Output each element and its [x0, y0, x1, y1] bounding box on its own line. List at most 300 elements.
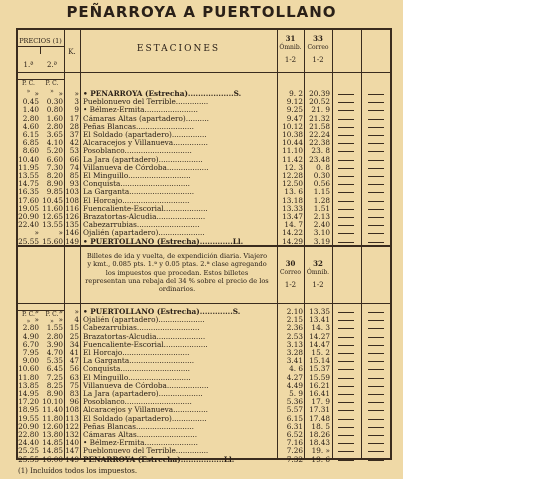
departure-time: 5. 9: [289, 389, 303, 398]
empty-column-dash: [338, 233, 354, 234]
departure-time: 15.59: [309, 372, 330, 382]
km-value: 53: [69, 146, 79, 156]
empty-column-dash: [338, 443, 354, 444]
empty-column-dash: [338, 361, 354, 362]
station-name: La Jara (apartadero)...................: [83, 155, 203, 164]
price-value: 2.80: [22, 323, 39, 333]
empty-column-dash: [338, 209, 354, 210]
price-value: 8.90: [46, 179, 63, 189]
price-value: 4.70: [46, 348, 63, 357]
departure-time: 14. 3: [311, 323, 330, 333]
train-classes: 1-2: [284, 281, 297, 289]
departure-time: 0.56: [313, 179, 330, 189]
km-value: 63: [69, 372, 79, 382]
empty-column-dash: [368, 151, 384, 152]
departure-time: 9.47: [286, 113, 303, 123]
empty-column-dash: [368, 184, 384, 185]
empty-column-dash: [338, 451, 354, 452]
empty-column-dash: [368, 460, 384, 461]
price-value: 18.95: [18, 405, 39, 415]
departure-time: 10.12: [282, 121, 303, 131]
departure-time: 14.29: [282, 236, 303, 246]
empty-column-dash: [368, 201, 384, 202]
empty-column-dash: [368, 209, 384, 210]
return-ticket-note: Billetes de ida y vuelta, de expendición diaria. Viajero y kmt., 0.085 pts. 1.ª y 0.05 ptas. 2.ª clase agregando los impuestos que procedan. Estos billetes representan una rebaja del 34 % sobre el precio de los ordinarios.: [85, 252, 269, 294]
empty-column-dash: [338, 151, 354, 152]
km-value: 4: [74, 315, 79, 325]
station-name: Alcaracejos y Villanueva...............: [83, 406, 208, 415]
price-value: 13.80: [42, 430, 63, 439]
price-value: 14.95: [18, 389, 39, 398]
dots-mark: »: [26, 318, 31, 325]
empty-column-dash: [368, 443, 384, 444]
empty-column-dash: [368, 394, 384, 395]
price-value: 0.80: [46, 105, 63, 115]
empty-column-dash: [338, 394, 354, 395]
departure-time: 5.36: [286, 397, 303, 407]
departure-time: 4.27: [286, 372, 303, 382]
departure-time: 14.27: [309, 331, 330, 341]
empty-column-dash: [368, 160, 384, 161]
price-value: 3.65: [46, 130, 63, 139]
price-value: 1.55: [46, 323, 63, 333]
empty-column-dash: [368, 361, 384, 362]
departure-time: 20.39: [309, 89, 330, 98]
price-value: 17.60: [18, 195, 39, 205]
train-classes: 1-2: [312, 56, 324, 64]
empty-column-dash: [338, 102, 354, 103]
empty-column-dash: [338, 402, 354, 403]
empty-column-dash: [368, 225, 384, 226]
departure-time: 6.31: [286, 421, 303, 431]
price-value: »: [58, 307, 63, 316]
empty-column-dash: [368, 419, 384, 420]
departure-time: 9.12: [286, 97, 303, 107]
departure-time: 10.38: [282, 130, 303, 139]
departure-time: 4. 6: [289, 364, 303, 374]
km-value: 135: [65, 220, 79, 230]
empty-column-dash: [338, 312, 354, 313]
empty-column-dash: [368, 402, 384, 403]
price-value: 14.85: [42, 446, 63, 456]
departure-time: 2.13: [313, 212, 330, 221]
departure-time: 15.14: [309, 356, 330, 366]
divider: [361, 30, 362, 458]
empty-column-dash: [368, 217, 384, 218]
empty-column-dash: [338, 119, 354, 120]
departure-time: 2.36: [286, 323, 303, 333]
empty-column-dash: [338, 176, 354, 177]
price-value: 25.25: [18, 446, 39, 456]
empty-column-dash: [368, 353, 384, 354]
price-value: 7.25: [46, 372, 63, 382]
price-value: »: [34, 315, 39, 325]
km-value: 3: [74, 97, 79, 107]
empty-column-dash: [338, 217, 354, 218]
price-value: 8.90: [46, 389, 63, 398]
km-value: »: [74, 307, 79, 316]
train-type: Ómnib.: [306, 269, 330, 276]
price-value: 5.20: [46, 146, 63, 156]
price-value: 1.40: [22, 105, 39, 115]
price-value: 20.90: [18, 421, 39, 431]
price-value: 11.95: [18, 162, 39, 172]
km-value: 149: [65, 454, 79, 464]
departure-time: 1.28: [313, 195, 330, 205]
km-value: 108: [65, 195, 79, 205]
price-value: 5.35: [46, 356, 63, 366]
price-value: 12.60: [42, 421, 63, 431]
km-value: »: [74, 89, 79, 98]
station-name: Peñas Blancas.........................: [83, 122, 194, 131]
departure-time: 14. 7: [284, 220, 303, 230]
km-value: 147: [65, 446, 79, 456]
km-value: 47: [69, 356, 79, 366]
departure-time: 9.25: [286, 105, 303, 115]
departure-time: 13. 6: [284, 187, 303, 197]
divider: [80, 30, 81, 458]
departure-time: 13.35: [309, 307, 330, 316]
km-value: 9: [74, 105, 79, 115]
departure-time: 1.15: [313, 187, 330, 197]
train-number: 32: [313, 259, 323, 268]
empty-column-dash: [368, 192, 384, 193]
price-value: 25.55: [18, 454, 39, 464]
km-value: 93: [69, 179, 79, 189]
divider: [17, 303, 391, 304]
divider: [17, 72, 391, 73]
km-value: 34: [69, 339, 79, 349]
departure-time: 13.41: [309, 315, 330, 325]
station-name: El Minguillo...........................: [83, 172, 191, 180]
price-value: 22.80: [18, 430, 39, 439]
station-name: Conquista..............................: [83, 365, 190, 374]
station-name: El Soldado (apartadero)...............: [83, 414, 207, 423]
station-name: Villanueva de Córdoba..................: [83, 163, 209, 172]
empty-column-dash: [338, 353, 354, 354]
price-value: 11.60: [42, 203, 63, 213]
price-value: 16.35: [18, 187, 39, 197]
price-value: »: [34, 89, 39, 98]
departure-time: 6.52: [286, 430, 303, 439]
price-value: »: [58, 228, 63, 238]
divider: [40, 46, 41, 54]
departure-time: 20.52: [309, 97, 330, 107]
price-value: 6.85: [22, 138, 39, 148]
station-name: Fuencaliente-Escorial...................: [83, 340, 208, 349]
km-value: 25: [69, 331, 79, 341]
km-value: 149: [65, 236, 79, 246]
departure-time: 18.43: [309, 438, 330, 448]
empty-column-dash: [368, 328, 384, 329]
station-name: • Bélmez-Ermita.......................: [83, 106, 198, 115]
km-value: 66: [69, 154, 79, 164]
price-value: 7.95: [22, 348, 39, 357]
price-value: 4.90: [22, 331, 39, 341]
second-class-header: 2.ª: [46, 61, 57, 69]
departure-time: 18.26: [309, 430, 330, 439]
divider: [17, 46, 64, 47]
departure-time: 17.31: [309, 405, 330, 415]
empty-column-dash: [368, 320, 384, 321]
station-name: Pueblonuevo del Terrible..............: [83, 98, 209, 107]
station-name: Pueblonuevo del Terrible..............: [83, 447, 209, 456]
departure-time: 0. 8: [316, 162, 330, 172]
station-name: Brazatortas-Alcudia.....................: [83, 213, 206, 221]
departure-time: 10.44: [282, 138, 303, 148]
station-name: Cabezarrubias...........................: [83, 324, 200, 333]
empty-column-dash: [338, 184, 354, 185]
price-value: 6.70: [22, 339, 39, 349]
km-value: 75: [69, 380, 79, 390]
departure-time: 21. 9: [311, 105, 330, 115]
empty-column-dash: [368, 378, 384, 379]
dots-mark: »: [50, 88, 54, 95]
km-value: 74: [69, 162, 79, 172]
station-name: • PEÑARROYA (Estrecha)..................S.: [83, 90, 242, 98]
station-name: Peñas Blancas.........................: [83, 422, 194, 431]
train-classes: 1-2: [284, 56, 297, 64]
price-value: 11.40: [42, 405, 63, 415]
departure-time: 3.19: [313, 236, 330, 246]
departure-time: 15.37: [309, 364, 330, 374]
empty-column-dash: [338, 328, 354, 329]
departure-time: 7.26: [286, 446, 303, 456]
departure-time: 14.22: [282, 228, 303, 238]
km-value: 132: [65, 430, 79, 439]
departure-time: 17.48: [309, 413, 330, 423]
empty-column-dash: [368, 127, 384, 128]
km-value: 140: [65, 438, 79, 448]
departure-time: 13.33: [282, 203, 303, 213]
station-name: El Minguillo...........................: [83, 373, 191, 382]
empty-column-dash: [338, 168, 354, 169]
km-value: 126: [65, 212, 79, 221]
pc-label: P. C.: [22, 311, 35, 318]
price-value: 7.30: [46, 162, 63, 172]
station-name: La Garganta............................: [83, 357, 195, 366]
km-value: 17: [69, 113, 79, 123]
price-value: 6.45: [46, 364, 63, 374]
departure-time: 0.30: [313, 171, 330, 180]
page-title: PEÑARROYA A PUERTOLLANO: [66, 3, 337, 21]
price-value: 2.80: [22, 113, 39, 123]
departure-time: 2.53: [286, 331, 303, 341]
empty-column-dash: [338, 225, 354, 226]
price-value: 22.40: [18, 220, 39, 230]
station-name: Ojalién (apartadero)....................: [83, 229, 205, 238]
train-classes: 1-2: [312, 281, 324, 289]
departure-time: 2.15: [286, 315, 303, 325]
empty-column-dash: [368, 451, 384, 452]
price-value: 13.55: [42, 220, 63, 230]
empty-column-dash: [368, 435, 384, 436]
departure-time: 11.10: [282, 146, 303, 156]
km-value: 37: [69, 130, 79, 139]
departure-time: 11.42: [282, 154, 303, 164]
station-name: Fuencaliente-Escorial...................: [83, 204, 208, 213]
price-value: »: [58, 315, 63, 325]
departure-time: 18. 5: [311, 421, 330, 431]
departure-time: 5.57: [286, 405, 303, 415]
departure-time: 1.51: [313, 203, 330, 213]
departure-time: 15. 2: [311, 348, 330, 357]
price-value: »: [34, 228, 39, 238]
price-value: 15.60: [42, 236, 63, 246]
empty-column-dash: [368, 427, 384, 428]
price-value: 13.55: [18, 171, 39, 180]
divider: [332, 30, 333, 458]
empty-column-dash: [368, 143, 384, 144]
departure-time: 21.58: [309, 121, 330, 131]
departure-time: 12.28: [282, 171, 303, 180]
first-class-header: 1.ª: [23, 61, 34, 69]
departure-time: 19. 6: [311, 454, 330, 464]
empty-column-dash: [338, 201, 354, 202]
price-value: 9.85: [46, 187, 63, 197]
departure-time: 3.10: [313, 228, 330, 238]
departure-time: 3.28: [286, 348, 303, 357]
station-name: Villanueva de Córdoba..................: [83, 381, 209, 390]
empty-column-dash: [368, 119, 384, 120]
km-value: 85: [69, 171, 79, 180]
empty-column-dash: [368, 337, 384, 338]
price-value: 4.60: [22, 121, 39, 131]
empty-column-dash: [338, 345, 354, 346]
empty-column-dash: [338, 192, 354, 193]
station-name: Cámaras Altas (apartadero)..........: [83, 114, 209, 123]
km-value: 96: [69, 397, 79, 407]
departure-time: 19. »: [311, 446, 330, 456]
footnote: (1) Incluídos todos los impuestos.: [18, 467, 138, 475]
train-number: 33: [313, 34, 323, 43]
price-value: 8.25: [46, 380, 63, 390]
price-value: 10.10: [42, 397, 63, 407]
km-value: 41: [69, 348, 79, 357]
empty-column-dash: [338, 427, 354, 428]
empty-column-dash: [368, 242, 384, 243]
departure-time: 6.15: [286, 413, 303, 423]
departure-time: 7.32: [286, 454, 303, 464]
dots-mark: »: [26, 88, 31, 95]
km-value: 56: [69, 364, 79, 374]
station-name: Brazatortas-Alcudia.....................: [83, 332, 206, 341]
price-value: 11.80: [42, 413, 63, 423]
empty-column-dash: [338, 419, 354, 420]
price-value: 19.55: [18, 413, 39, 423]
pc-label: P. C.: [22, 80, 35, 87]
station-name: Cabezarrubias...........................: [83, 221, 200, 230]
departure-time: 9. 2: [289, 89, 303, 98]
departure-time: 23. 8: [311, 146, 330, 156]
price-value: 0.30: [46, 97, 63, 107]
departure-time: 16.21: [309, 380, 330, 390]
empty-column-dash: [338, 369, 354, 370]
km-value: 83: [69, 389, 79, 398]
empty-column-dash: [368, 369, 384, 370]
departure-time: 3.41: [286, 356, 303, 366]
station-name: La Garganta............................: [83, 188, 195, 197]
price-value: 20.90: [18, 212, 39, 221]
train-type: Correo: [279, 269, 302, 276]
departure-time: 16.41: [309, 389, 330, 398]
station-name: • PUERTOLLANO (Estrecha).............Ll.: [83, 237, 244, 246]
km-value: 146: [65, 228, 79, 238]
empty-column-dash: [338, 460, 354, 461]
train-type: Correo: [307, 44, 329, 51]
departure-time: 4.49: [286, 380, 303, 390]
departure-time: 22.24: [309, 130, 330, 139]
price-value: 1.60: [46, 113, 63, 123]
price-value: 17.20: [18, 397, 39, 407]
price-value: 19.05: [18, 203, 39, 213]
empty-column-dash: [338, 378, 354, 379]
price-value: 3.90: [46, 339, 63, 349]
price-value: 0.45: [22, 97, 39, 107]
station-name: Conquista..............................: [83, 180, 190, 189]
empty-column-dash: [368, 94, 384, 95]
km-value: 28: [69, 121, 79, 131]
km-value: 113: [65, 413, 79, 423]
price-value: 11.80: [18, 372, 39, 382]
km-value: 103: [65, 187, 79, 197]
station-name: Posoblanco.............................: [83, 147, 192, 156]
empty-column-dash: [368, 410, 384, 411]
empty-column-dash: [338, 94, 354, 95]
price-value: 14.75: [18, 179, 39, 189]
price-value: 6.60: [46, 154, 63, 164]
empty-column-dash: [338, 143, 354, 144]
station-name: Posoblanco.............................: [83, 398, 192, 407]
price-value: 8.20: [46, 171, 63, 180]
price-value: 13.85: [18, 380, 39, 390]
station-name: • Bélmez-Ermita.......................: [83, 439, 198, 448]
train-number: 31: [285, 34, 296, 43]
empty-column-dash: [338, 337, 354, 338]
station-name: PEÑARROYA (Estrecha).................Ll.: [83, 455, 235, 464]
empty-column-dash: [338, 242, 354, 243]
empty-column-dash: [338, 386, 354, 387]
price-value: 14.85: [42, 438, 63, 448]
station-name: • PUERTOLLANO (Estrecha).............S.: [83, 308, 241, 316]
price-value: 8.60: [22, 146, 39, 156]
empty-column-dash: [338, 110, 354, 111]
price-value: 9.00: [22, 356, 39, 366]
departure-time: 12.50: [282, 179, 303, 189]
station-name: El Horcajo.............................: [83, 349, 190, 357]
stations-header: ESTACIONES: [136, 44, 221, 54]
pc-label: P. C.: [45, 80, 59, 87]
station-name: El Horcajo.............................: [83, 196, 190, 205]
empty-column-dash: [368, 176, 384, 177]
empty-column-dash: [368, 168, 384, 169]
price-value: »: [58, 89, 63, 98]
departure-time: 13.18: [282, 195, 303, 205]
price-value: 2.80: [46, 331, 63, 341]
empty-column-dash: [368, 312, 384, 313]
empty-column-dash: [368, 102, 384, 103]
empty-column-dash: [338, 410, 354, 411]
empty-column-dash: [338, 127, 354, 128]
departure-time: 3.13: [286, 339, 303, 349]
empty-column-dash: [368, 233, 384, 234]
price-value: 24.40: [18, 438, 39, 448]
departure-time: 2.40: [313, 220, 330, 230]
pc-label: P. C.: [45, 311, 59, 318]
km-value: 116: [65, 203, 79, 213]
departure-time: 12. 3: [284, 162, 303, 172]
precios-header: PRECIOS (1): [19, 37, 62, 45]
